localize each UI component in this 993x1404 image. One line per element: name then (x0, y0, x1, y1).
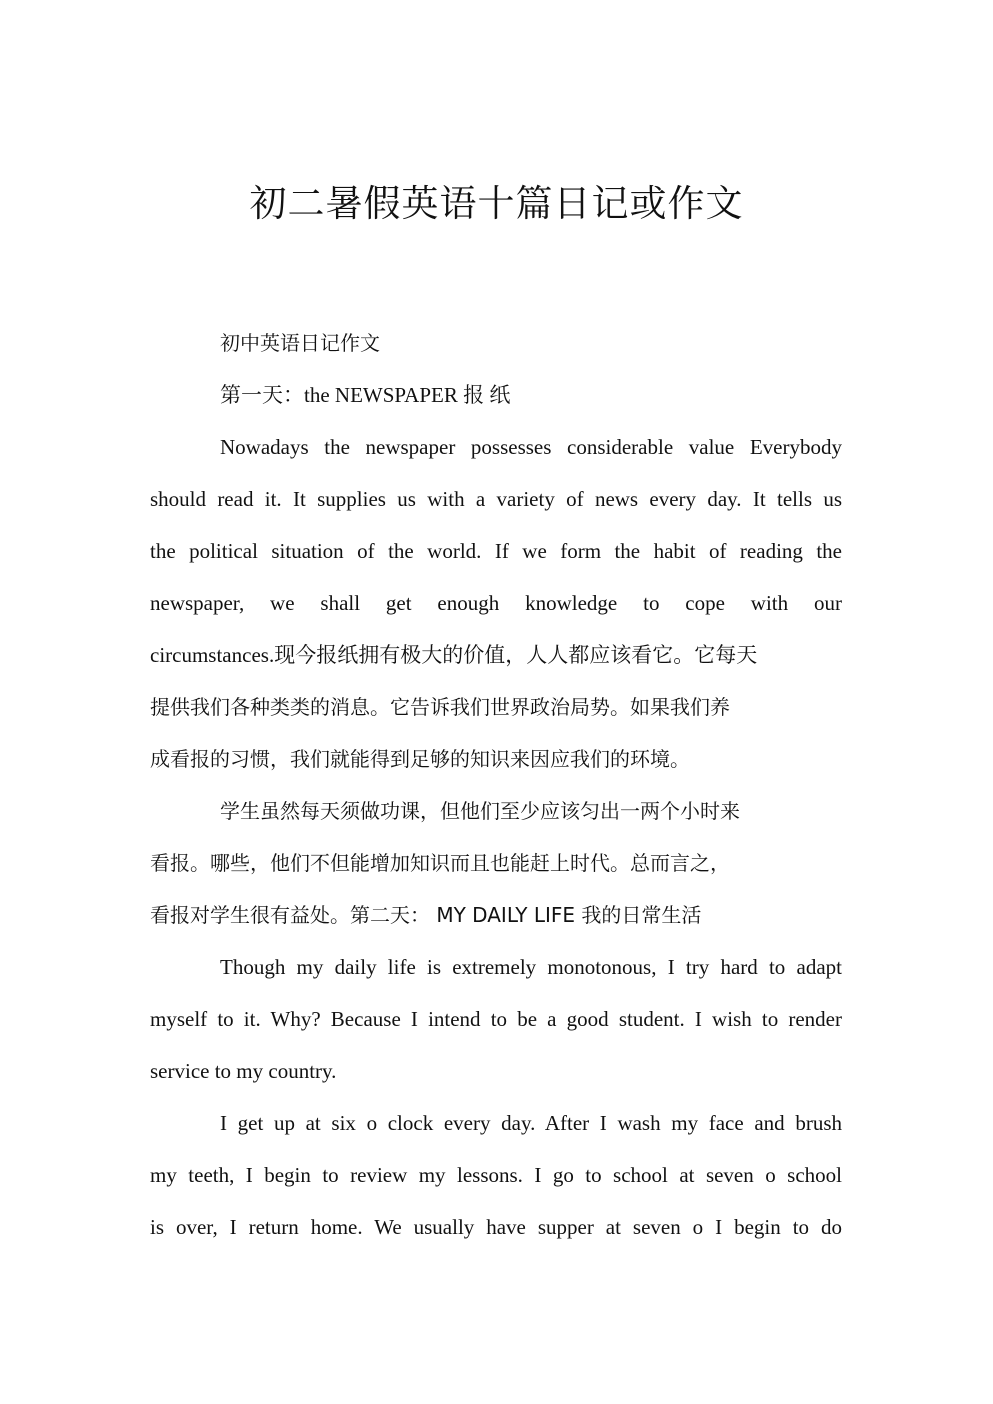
paragraph-line: 提供我们各种类类的消息。它告诉我们世界政治局势。如果我们养 (150, 695, 730, 719)
paragraph-line: I get up at six o clock every day. After I wash my face and brush (220, 1111, 842, 1135)
section-heading: 初中英语日记作文 (220, 331, 380, 355)
paragraph-line: my teeth, I begin to review my lessons. I go to school at seven o school (150, 1163, 842, 1187)
paragraph-line: circumstances.现今报纸拥有极大的价值，人人都应该看它。它每天 (150, 643, 758, 667)
paragraph-line: should read it. It supplies us with a variety of news every day. It tells us (150, 487, 842, 511)
paragraph-line: 看报。哪些，他们不但能增加知识而且也能赶上时代。总而言之， (150, 851, 730, 875)
document-title: 初二暑假英语十篇日记或作文 (249, 182, 744, 225)
paragraph-line: newspaper, we shall get enough knowledge to cope with our (150, 591, 842, 615)
paragraph-line: 成看报的习惯，我们就能得到足够的知识来因应我们的环境。 (150, 747, 690, 771)
paragraph-line: is over, I return home. We usually have supper at seven o I begin to do (150, 1215, 842, 1239)
paragraph-line: the political situation of the world. If we form the habit of reading the (150, 539, 842, 563)
paragraph-line: service to my country. (150, 1059, 337, 1083)
paragraph-line: Though my daily life is extremely monotonous, I try hard to adapt (220, 955, 842, 979)
paragraph-line: Nowadays the newspaper possesses considerable value Everybody (220, 435, 842, 459)
paragraph-line: 学生虽然每天须做功课，但他们至少应该匀出一两个小时来 (220, 799, 740, 823)
paragraph-line: 看报对学生很有益处。第二天： MY DAILY LIFE 我的日常生活 (150, 903, 702, 927)
day-one-heading: 第一天：the NEWSPAPER 报 纸 (220, 383, 511, 407)
paragraph-line: myself to it. Why? Because I intend to be a good student. I wish to render (150, 1007, 842, 1031)
